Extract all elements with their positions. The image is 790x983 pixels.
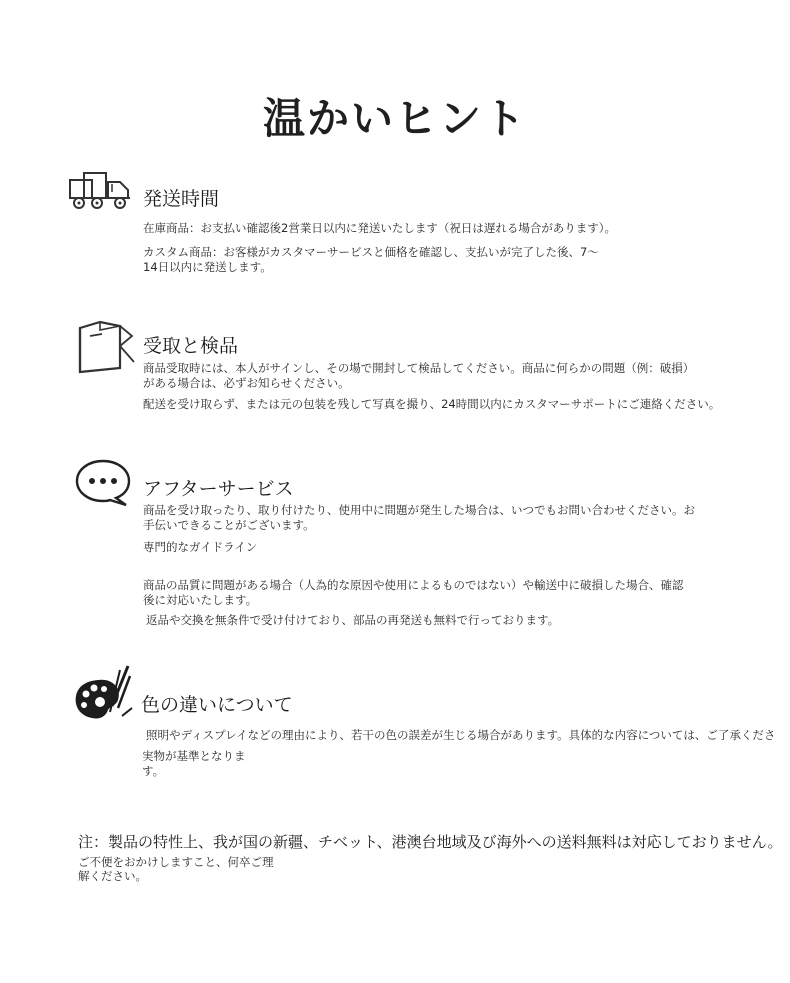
shipping-line-3: 14日以内に発送します。 xyxy=(143,260,272,274)
note-main: 注：製品の特性上、我が国の新疆、チベット、港澳台地域及び海外への送料無料は対応しておりません。 xyxy=(78,833,783,851)
after-service-line-3: 専門的なガイドライン xyxy=(143,540,258,554)
page-title: 温かいヒント xyxy=(262,94,527,143)
receipt-line-3: 配送を受け取らず、または元の包装を残して写真を撮り、24時間以内にカスタマーサポートにご連絡ください。 xyxy=(143,397,721,411)
section-heading-receipt: 受取と検品 xyxy=(143,335,239,357)
after-service-line-4: 商品の品質に問題がある場合（人為的な原因や使用によるものではない）や輸送中に破損した場合、確認 xyxy=(143,578,684,592)
color-line-3: す。 xyxy=(142,764,165,778)
shipping-line-1: 在庫商品：お支払い確認後2営業日以内に発送いたします（祝日は遅れる場合があります）。 xyxy=(143,221,617,235)
after-service-line-5: 後に対応いたします。 xyxy=(143,593,258,607)
after-service-line-6: 返品や交換を無条件で受け付けており、部品の再発送も無料で行っております。 xyxy=(146,613,560,627)
section-heading-shipping: 発送時間 xyxy=(143,188,220,210)
box-icon xyxy=(74,318,140,378)
after-service-line-1: 商品を受け取ったり、取り付けたり、使用中に問題が発生した場合は、いつでもお問い合わせください。お xyxy=(143,503,695,517)
palette-icon xyxy=(72,660,136,730)
note-sub-line-2: 解ください。 xyxy=(78,869,147,883)
shipping-line-2: カスタム商品：お客様がカスタマーサービスと価格を確認し、支払いが完了した後、7〜 xyxy=(143,245,599,259)
receipt-line-1: 商品受取時には、本人がサインし、その場で開封して検品してください。商品に何らかの問題（例：破損） xyxy=(143,361,695,375)
note-sub-line-1: ご不便をおかけしますこと、何卒ご理 xyxy=(78,855,274,869)
section-heading-after-service: アフターサービス xyxy=(143,478,294,500)
after-service-line-2: 手伝いできることがございます。 xyxy=(143,518,315,532)
color-line-2: 実物が基準となりま xyxy=(142,749,246,763)
color-line-1: 照明やディスプレイなどの理由により、若干の色の誤差が生じる場合があります。具体的な内容については、ご了承くださ xyxy=(146,728,776,742)
truck-icon xyxy=(68,170,134,212)
receipt-line-2: がある場合は、必ずお知らせください。 xyxy=(143,376,350,390)
section-heading-color: 色の違いについて xyxy=(141,694,293,716)
chat-bubble-icon xyxy=(74,458,132,508)
